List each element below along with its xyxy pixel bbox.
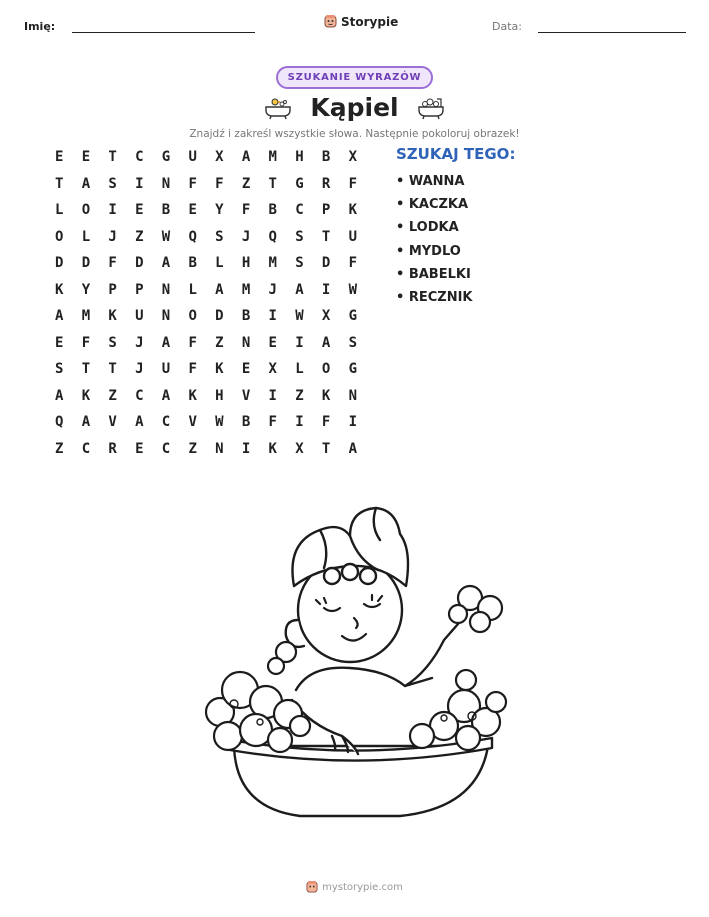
grid-letter[interactable]: N (348, 387, 357, 404)
grid-letter[interactable]: U (348, 228, 357, 245)
grid-letter[interactable]: A (215, 281, 224, 298)
word-list (396, 145, 515, 309)
footer (0, 880, 709, 894)
grid-letter[interactable]: W (215, 414, 224, 430)
grid-letter[interactable]: O (55, 228, 64, 245)
bathtub-duck-icon (264, 96, 292, 120)
grid-letter[interactable]: A (241, 149, 251, 165)
grid-letter[interactable]: N (241, 334, 251, 351)
pie-mascot-icon (306, 880, 318, 894)
grid-letter[interactable]: J (108, 228, 117, 245)
grid-letter[interactable]: M (81, 308, 91, 324)
grid-letter[interactable]: L (188, 281, 197, 298)
grid-letter[interactable]: E (241, 361, 251, 377)
grid-letter[interactable]: C (81, 440, 91, 457)
grid-letter[interactable]: I (295, 334, 304, 351)
grid-letter[interactable]: F (188, 361, 197, 377)
grid-letter[interactable]: Y (81, 281, 91, 298)
grid-letter[interactable]: J (135, 334, 144, 351)
date-line[interactable] (538, 32, 686, 33)
grid-letter[interactable]: N (161, 281, 171, 298)
grid-letter[interactable]: D (215, 308, 224, 324)
grid-letter[interactable]: L (215, 255, 224, 271)
name-line[interactable] (72, 32, 255, 33)
grid-letter[interactable]: K (321, 387, 331, 404)
grid-letter[interactable]: A (135, 414, 144, 430)
grid-letter[interactable]: Y (215, 202, 224, 218)
grid-letter[interactable]: V (188, 414, 197, 430)
grid-letter[interactable]: T (108, 149, 117, 165)
grid-letter[interactable]: I (108, 202, 117, 218)
bathtub-bubbles-icon (417, 96, 445, 120)
grid-letter[interactable]: L (55, 202, 64, 218)
grid-letter[interactable]: X (295, 440, 304, 457)
word-list-title: SZUKAJ TEGO: (396, 145, 516, 163)
instructions: Znajdź i zakreśl wszystkie słowa. Następnie pokoloruj obrazek! (189, 128, 520, 140)
grid-letter[interactable]: P (108, 281, 117, 298)
grid-letter[interactable]: O (188, 308, 197, 324)
grid-letter[interactable]: G (161, 149, 171, 165)
grid-letter[interactable]: A (321, 334, 331, 351)
grid-letter[interactable]: A (81, 175, 91, 192)
grid-letter[interactable]: S (348, 334, 357, 351)
bathtub-illustration (200, 490, 510, 830)
word-item: • BABELKI (396, 266, 471, 282)
brand-logo (324, 14, 398, 29)
grid-letter[interactable]: K (55, 281, 64, 298)
word-item: • KACZKA (396, 197, 469, 213)
grid-letter[interactable]: P (321, 202, 331, 218)
grid-letter[interactable]: I (295, 414, 304, 430)
grid-letter[interactable]: W (161, 228, 171, 245)
name-label: Imię: (24, 20, 56, 33)
grid-letter[interactable]: O (321, 361, 331, 377)
grid-letter[interactable]: P (135, 281, 144, 298)
grid-letter[interactable]: B (268, 202, 277, 218)
grid-letter[interactable]: F (241, 202, 251, 218)
title-row (0, 93, 709, 122)
grid-letter[interactable]: D (321, 255, 331, 271)
grid-letter[interactable]: B (241, 414, 251, 430)
grid-letter[interactable]: B (241, 308, 251, 324)
grid-letter[interactable]: Q (55, 414, 64, 430)
grid-letter[interactable]: L (295, 361, 304, 377)
grid-letter[interactable]: C (135, 149, 144, 165)
grid-letter[interactable]: M (241, 281, 251, 298)
word-item: • MYDLO (396, 243, 461, 259)
grid-letter[interactable]: F (215, 175, 224, 192)
grid-letter[interactable]: V (108, 414, 117, 430)
grid-letter[interactable]: G (348, 308, 357, 324)
grid-letter[interactable]: C (161, 440, 171, 457)
grid-letter[interactable]: R (321, 175, 331, 192)
grid-letter[interactable]: Q (268, 228, 277, 245)
grid-letter[interactable]: K (215, 361, 224, 377)
grid-letter[interactable]: S (55, 361, 64, 377)
grid-letter[interactable]: K (81, 387, 91, 404)
word-item: • WANNA (396, 174, 465, 189)
word-item: • LODKA (396, 220, 459, 236)
grid-letter[interactable]: V (241, 387, 251, 404)
grid-letter[interactable]: E (135, 202, 144, 218)
grid-letter[interactable]: D (55, 255, 64, 271)
grid-letter[interactable]: E (81, 149, 91, 165)
grid-letter[interactable]: Z (215, 334, 224, 351)
grid-letter[interactable]: E (55, 334, 64, 351)
grid-letter[interactable]: F (188, 334, 197, 351)
grid-letter[interactable]: K (188, 387, 197, 404)
grid-letter[interactable]: Q (188, 228, 197, 245)
grid-letter[interactable]: N (161, 308, 171, 324)
grid-letter[interactable]: T (108, 361, 117, 377)
grid-letter[interactable]: K (348, 202, 357, 218)
grid-letter[interactable]: X (215, 149, 224, 165)
grid-letter[interactable]: E (188, 202, 197, 218)
grid-letter[interactable]: I (321, 281, 331, 298)
grid-letter[interactable]: F (348, 175, 357, 192)
grid-letter[interactable]: M (268, 149, 277, 165)
page-title: Kąpiel (310, 93, 399, 122)
grid-letter[interactable]: A (161, 334, 171, 351)
grid-letter[interactable]: E (268, 334, 277, 351)
grid-letter[interactable]: F (268, 414, 277, 430)
grid-letter[interactable]: T (55, 175, 64, 192)
grid-letter[interactable]: K (108, 308, 117, 324)
grid-letter[interactable]: S (295, 228, 304, 245)
grid-letter[interactable]: G (348, 361, 357, 377)
grid-letter[interactable]: B (188, 255, 197, 271)
grid-letter[interactable]: L (81, 228, 91, 245)
grid-letter[interactable]: M (268, 255, 277, 271)
grid-letter[interactable]: X (321, 308, 331, 324)
grid-letter[interactable]: A (81, 414, 91, 430)
grid-letter[interactable]: S (108, 175, 117, 192)
grid-letter[interactable]: W (295, 308, 304, 324)
grid-letter[interactable]: F (188, 175, 197, 192)
grid-letter[interactable]: E (135, 440, 144, 457)
grid-letter[interactable]: K (268, 440, 277, 457)
grid-letter[interactable]: I (348, 414, 357, 430)
grid-letter[interactable]: T (268, 175, 277, 192)
grid-letter[interactable]: F (321, 414, 331, 430)
grid-letter[interactable]: R (108, 440, 117, 457)
grid-letter[interactable]: I (268, 387, 277, 404)
grid-letter[interactable]: H (295, 149, 304, 165)
grid-letter[interactable]: A (161, 255, 171, 271)
grid-letter[interactable]: C (295, 202, 304, 218)
brand-name: Storypie (341, 14, 399, 29)
grid-letter[interactable]: J (135, 361, 144, 377)
grid-letter[interactable]: W (348, 281, 357, 298)
grid-letter[interactable]: H (215, 387, 224, 404)
grid-letter[interactable]: Z (108, 387, 117, 404)
grid-letter[interactable]: D (81, 255, 91, 271)
grid-letter[interactable]: T (321, 228, 331, 245)
category-tag: SZUKANIE WYRAZÓW (276, 66, 434, 89)
grid-letter[interactable]: I (135, 175, 144, 192)
grid-letter[interactable]: Z (295, 387, 304, 404)
grid-letter[interactable]: C (161, 414, 171, 430)
grid-letter[interactable]: U (188, 149, 197, 165)
pie-mascot-icon (324, 14, 337, 29)
grid-letter[interactable]: F (348, 255, 357, 271)
grid-letter[interactable]: I (268, 308, 277, 324)
grid-letter[interactable]: S (295, 255, 304, 271)
grid-letter[interactable]: J (241, 228, 251, 245)
grid-letter[interactable]: C (135, 387, 144, 404)
grid-letter[interactable]: H (241, 255, 251, 271)
grid-letter[interactable]: B (161, 202, 171, 218)
footer-site: mystorypie.com (322, 881, 403, 893)
grid-letter[interactable]: F (81, 334, 91, 351)
grid-letter[interactable]: Z (241, 175, 251, 192)
grid-letter[interactable]: D (135, 255, 144, 271)
grid-letter[interactable]: N (215, 440, 224, 457)
girl-raised-arm (405, 624, 458, 686)
word-item: • RECZNIK (396, 289, 473, 305)
grid-letter[interactable]: O (81, 202, 91, 218)
grid-letter[interactable]: G (295, 175, 304, 192)
grid-letter[interactable]: U (161, 361, 171, 377)
grid-letter[interactable]: U (135, 308, 144, 324)
grid-letter[interactable]: S (215, 228, 224, 245)
grid-letter[interactable]: Z (135, 228, 144, 245)
grid-letter[interactable]: B (321, 149, 331, 165)
grid-letter[interactable]: A (348, 440, 357, 457)
grid-letter[interactable]: S (108, 334, 117, 351)
grid-letter[interactable]: A (295, 281, 304, 298)
grid-letter[interactable]: Z (188, 440, 197, 457)
grid-letter[interactable]: Z (55, 440, 64, 457)
date-label: Data: (492, 20, 522, 33)
grid-letter[interactable]: I (241, 440, 251, 457)
grid-letter[interactable]: A (161, 387, 171, 404)
grid-letter[interactable]: T (321, 440, 331, 457)
grid-letter[interactable]: A (55, 387, 64, 404)
grid-letter[interactable]: N (161, 175, 171, 192)
grid-letter[interactable]: X (348, 149, 357, 165)
grid-letter[interactable]: X (268, 361, 277, 377)
letter-grid[interactable] (53, 144, 373, 462)
grid-letter[interactable]: E (55, 149, 64, 165)
grid-letter[interactable]: A (55, 308, 64, 324)
grid-letter[interactable]: T (81, 361, 91, 377)
grid-letter[interactable]: F (108, 255, 117, 271)
grid-letter[interactable]: J (268, 281, 277, 298)
